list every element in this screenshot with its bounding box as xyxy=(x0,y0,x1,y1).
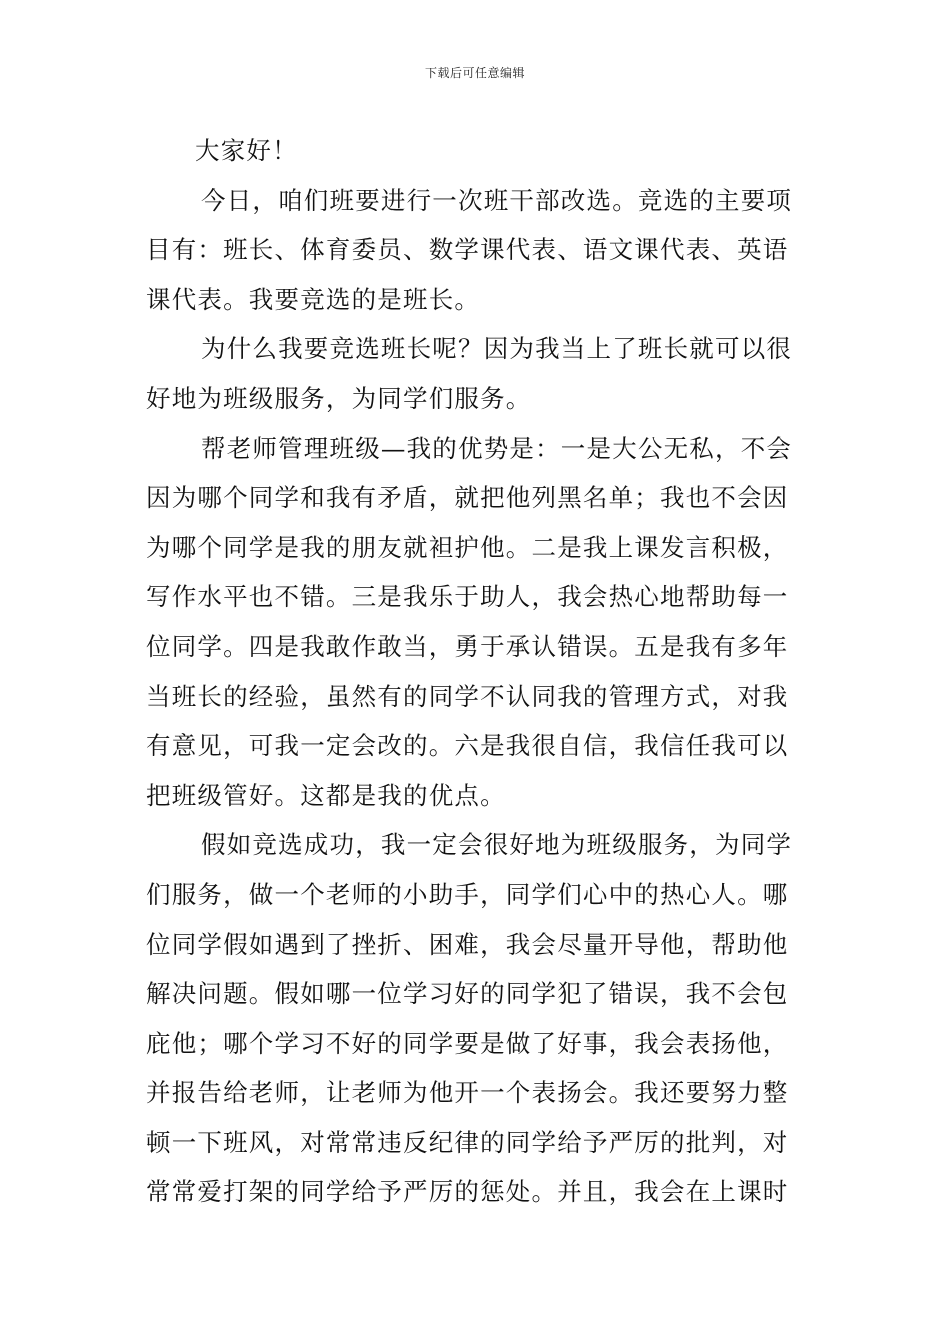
paragraph-line: 把班级管好。这都是我的优点。 xyxy=(146,780,506,810)
paragraph-line: 为哪个同学是我的朋友就袒护他。二是我上课发言积极， xyxy=(146,532,789,562)
paragraph-line: 今日，咱们班要进行一次班干部改选。竞选的主要项 xyxy=(201,185,793,215)
paragraph-line: 好地为班级服务，为同学们服务。 xyxy=(146,383,532,413)
paragraph-line: 帮老师管理班级—我的优势是：一是大公无私，不会 xyxy=(201,433,793,463)
paragraph-line: 们服务，做一个老师的小助手，同学们心中的热心人。哪 xyxy=(146,879,789,909)
paragraph-line: 解决问题。假如哪一位学习好的同学犯了错误，我不会包 xyxy=(146,979,789,1009)
paragraph-line: 位同学。四是我敢作敢当，勇于承认错误。五是我有多年 xyxy=(146,631,789,661)
paragraph-line: 顿一下班风，对常常违反纪律的同学给予严厉的批判，对 xyxy=(146,1127,789,1157)
paragraph-line: 当班长的经验，虽然有的同学不认同我的管理方式，对我 xyxy=(146,681,789,711)
paragraph-line: 为什么我要竞选班长呢？因为我当上了班长就可以很 xyxy=(201,334,793,364)
paragraph-line: 常常爱打架的同学给予严厉的惩处。并且，我会在上课时 xyxy=(146,1177,789,1207)
paragraph-line: 写作水平也不错。三是我乐于助人，我会热心地帮助每一 xyxy=(146,582,789,612)
paragraph-line: 庇他；哪个学习不好的同学要是做了好事，我会表扬他， xyxy=(146,1028,789,1058)
greeting-line: 大家好！ xyxy=(195,136,298,165)
document-body xyxy=(146,126,808,1217)
paragraph-line: 课代表。我要竞选的是班长。 xyxy=(146,284,481,314)
paragraph-line: 假如竞选成功，我一定会很好地为班级服务，为同学 xyxy=(201,830,793,860)
header-note: 下载后可任意编辑 xyxy=(424,66,525,80)
paragraph-line: 目有：班长、体育委员、数学课代表、语文课代表、英语 xyxy=(146,235,789,265)
paragraph-line: 位同学假如遇到了挫折、困难，我会尽量开导他，帮助他 xyxy=(146,929,789,959)
paragraph-line: 并报告给老师，让老师为他开一个表扬会。我还要努力整 xyxy=(146,1078,789,1108)
paragraph-line: 有意见，可我一定会改的。六是我很自信，我信任我可以 xyxy=(146,731,789,761)
paragraph-line: 因为哪个同学和我有矛盾，就把他列黑名单；我也不会因 xyxy=(146,483,789,513)
